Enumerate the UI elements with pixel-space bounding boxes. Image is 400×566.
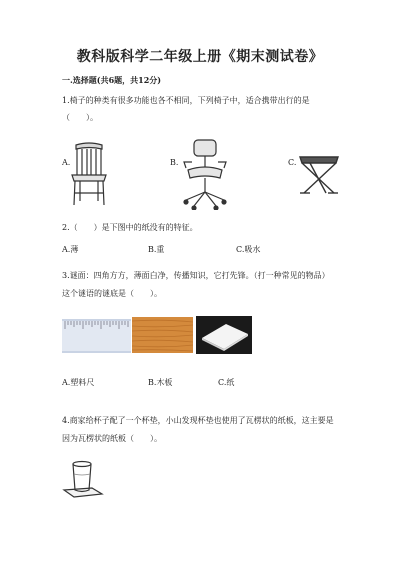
q1-option-c-label: C.	[288, 158, 297, 167]
question-3-text: 3.谜面：四角方方，薄面白净，传播知识，它打先锋。（打一种常见的物品）	[62, 271, 330, 280]
plastic-ruler-image	[62, 319, 131, 353]
question-1-blank: （ ）。	[62, 113, 98, 122]
q1-option-b-label: B.	[170, 158, 179, 167]
page-title: 教科版科学二年级上册《期末测试卷》	[76, 49, 324, 65]
q2-option-b: B.重	[148, 245, 165, 254]
section-heading: 一.选择题(共6题，共12分)	[62, 75, 162, 85]
office-chair-image	[180, 138, 232, 210]
q2-option-a: A.薄	[62, 245, 79, 254]
question-2-text: 2.（ ）是下图中的纸没有的特征。	[62, 223, 198, 232]
wooden-chair-image	[68, 141, 110, 207]
question-1-text: 1.椅子的种类有很多功能也各不相同，下列椅子中，适合携带出行的是	[62, 96, 310, 105]
q3-option-b: B.木板	[148, 378, 173, 387]
folding-stool-image	[296, 151, 342, 197]
wood-board-image	[132, 317, 193, 353]
q1-option-a-label: A.	[62, 158, 71, 167]
cup-on-coaster-image	[62, 460, 104, 500]
q2-option-c: C.吸水	[236, 245, 261, 254]
question-3-blank: 这个谜语的谜底是（ ）。	[62, 289, 162, 298]
q3-option-a: A.塑料尺	[62, 378, 95, 387]
question-4-blank: 因为瓦楞状的纸板（ ）。	[62, 434, 162, 443]
paper-stack-image	[196, 316, 252, 354]
q3-option-c: C.纸	[218, 378, 235, 387]
question-4-text: 4.商家给杯子配了一个杯垫，小山发现杯垫也使用了瓦楞状的纸板，这主要是	[62, 416, 334, 425]
